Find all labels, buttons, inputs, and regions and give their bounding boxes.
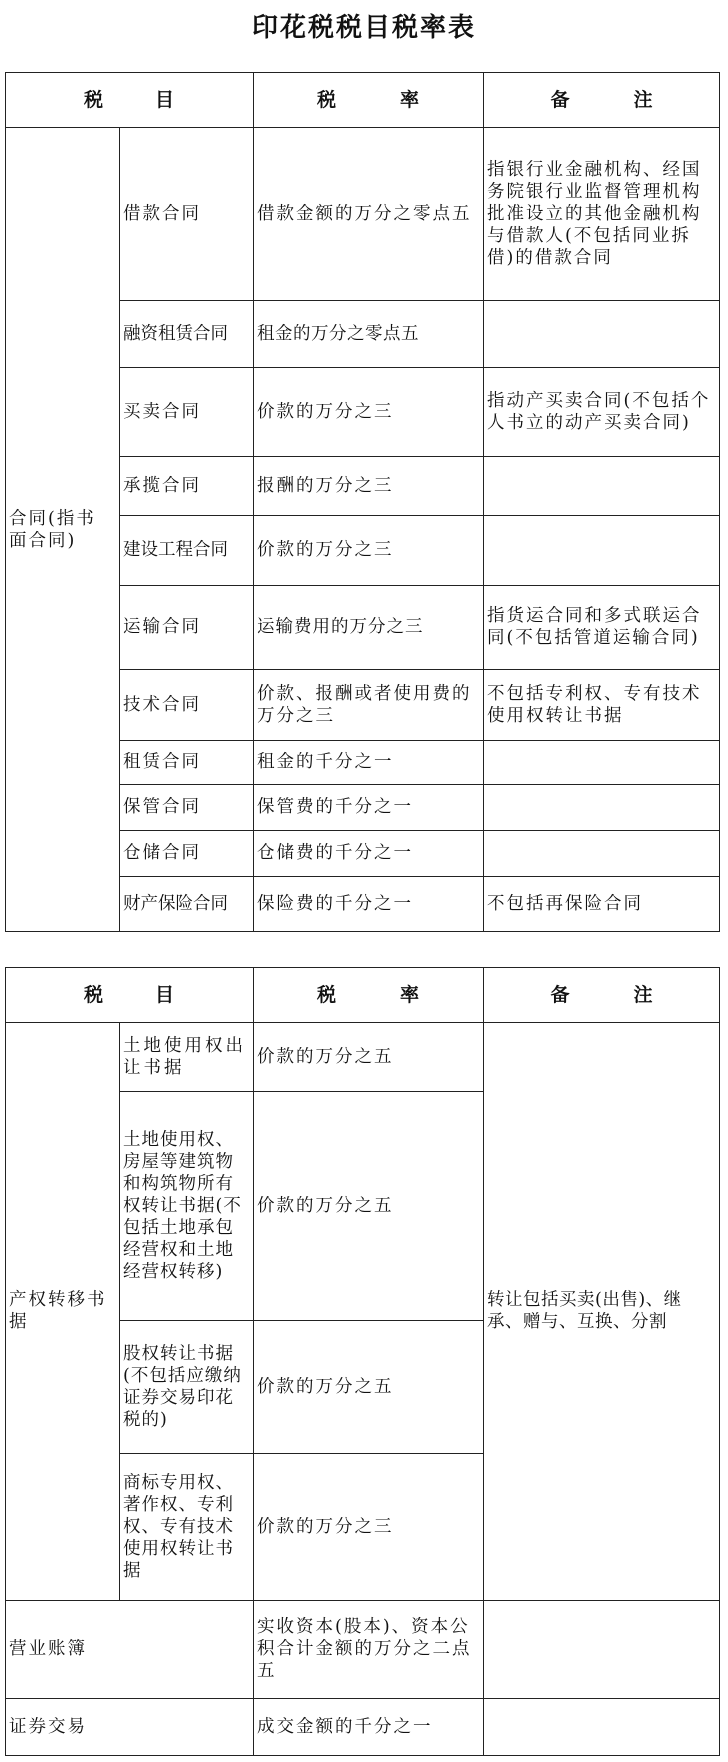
header-note: 备 注 [550,983,653,1006]
row-name: 融资租赁合同 [123,323,228,344]
row-rate: 报酬的万分之三 [257,475,394,496]
row-name: 租赁合同 [123,752,201,772]
row-note [483,1698,720,1756]
group-contracts: 合同(指书面合同) [9,508,96,551]
row-name: 营业账簿 [9,1639,87,1659]
group-property-transfer: 产权转移书据 [9,1290,107,1332]
row-name: 商标专用权、著作权、专利权、专有技术使用权转让书据 [123,1472,234,1581]
row-rate: 价款的万分之三 [257,1516,394,1537]
row-name: 买卖合同 [123,401,201,422]
header-tax-item: 税 目 [83,983,175,1006]
row-rate: 保险费的千分之一 [257,894,413,914]
row-rate: 价款的万分之五 [257,1376,394,1397]
header-note: 备 注 [550,88,653,111]
row-note: 指货运合同和多式联运合同(不包括管道运输合同) [487,606,702,648]
header-tax-rate: 税 率 [316,983,420,1006]
row-name: 承揽合同 [123,475,201,496]
row-rate: 保管费的千分之一 [257,797,413,817]
row-name: 借款合同 [123,203,201,224]
row-name: 运输合同 [123,617,201,637]
row-name: 技术合同 [123,694,201,715]
row-rate: 价款、报酬或者使用费的万分之三 [257,683,472,726]
row-name: 土地使用权、房屋等建筑物和构筑物所有权转让书据(不包括土地承包经营权和土地经营权转移) [123,1129,242,1282]
row-name: 建设工程合同 [123,540,228,560]
row-rate: 价款的万分之五 [257,1195,394,1216]
row-name: 保管合同 [123,797,201,817]
row-rate: 价款的万分之五 [257,1046,394,1067]
header-tax-rate: 税 率 [316,88,420,111]
row-note: 不包括专利权、专有技术使用权转让书据 [487,683,702,726]
row-rate: 租金的千分之一 [257,752,394,772]
row-rate: 成交金额的千分之一 [257,1717,433,1737]
row-name: 财产保险合同 [123,894,228,914]
row-note: 不包括再保险合同 [487,894,643,914]
row-rate: 仓储费的千分之一 [257,843,413,863]
row-name: 土地使用权出让书据 [123,1035,246,1078]
row-rate: 借款金额的万分之零点五 [257,203,472,224]
row-note: 指银行业金融机构、经国务院银行业监督管理机构批准设立的其他金融机构与借款人(不包括同业拆借)的借款合同 [487,159,702,268]
row-rate: 价款的万分之三 [257,401,394,422]
header-tax-item: 税 目 [83,88,175,111]
row-rate: 实收资本(股本)、资本公积合计金额的万分之二点五 [257,1617,472,1681]
row-name: 证券交易 [9,1717,87,1737]
row-rate: 价款的万分之三 [257,540,394,560]
row-note [483,1600,720,1698]
row-rate: 运输费用的万分之三 [257,617,424,637]
page-title: 印花税税目税率表 [251,13,476,43]
group-note: 转让包括买卖(出售)、继承、赠与、互换、分割 [487,1290,682,1332]
row-name: 股权转让书据(不包括应缴纳证券交易印花税的) [123,1343,242,1430]
row-rate: 租金的万分之零点五 [257,323,419,344]
row-note: 指动产买卖合同(不包括个人书立的动产买卖合同) [487,390,711,433]
row-name: 仓储合同 [123,843,201,863]
